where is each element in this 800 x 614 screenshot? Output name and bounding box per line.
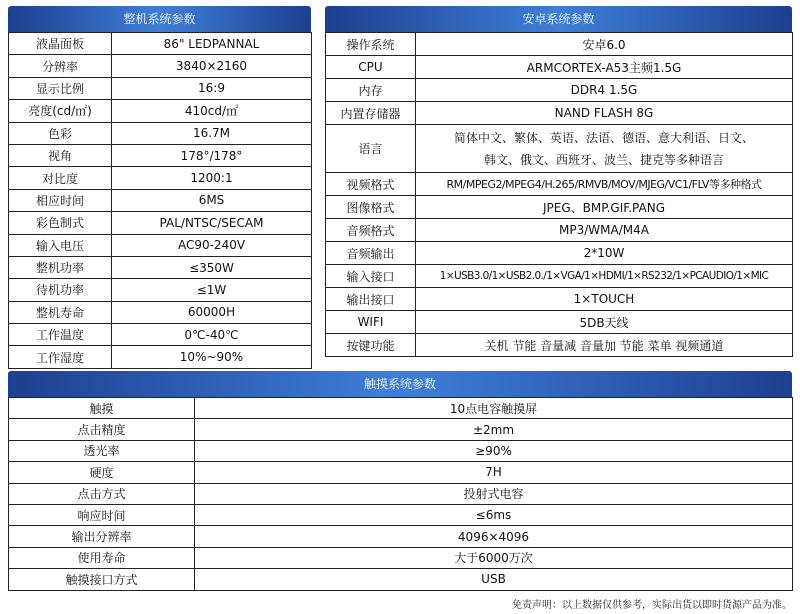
android-row <box>326 311 793 334</box>
android-param-value: 简体中文、繁体、英语、法语、德语、意大利语、日文、 韩文、俄文、西班牙、波兰、捷克等多种语言 <box>416 125 793 173</box>
touch-title: 触摸系统参数 <box>8 371 792 397</box>
whole-machine-row <box>9 301 312 323</box>
whole-machine-row <box>9 100 312 122</box>
whole-machine-param-name: 分辨率 <box>9 55 112 77</box>
whole-machine-row <box>9 77 312 99</box>
touch-panel <box>8 371 792 591</box>
disclaimer-note: 免责声明：以上数据仅供参考，实际出货以即时货源产品为准。 <box>512 600 792 611</box>
android-param-value: NAND FLASH 8G <box>416 102 793 125</box>
whole-machine-param-name: 显示比例 <box>9 77 112 99</box>
whole-machine-param-value: 1200:1 <box>112 167 312 189</box>
whole-machine-param-name: 工作湿度 <box>9 346 112 368</box>
whole-machine-row <box>9 144 312 166</box>
android-row <box>326 219 793 242</box>
whole-machine-param-value: 410cd/㎡ <box>112 100 312 122</box>
whole-machine-param-name: 色彩 <box>9 122 112 144</box>
touch-param-value: 7H <box>195 462 793 483</box>
whole-machine-param-value: 16.7M <box>112 122 312 144</box>
touch-param-name: 触摸 <box>9 398 195 419</box>
touch-param-name: 输出分辨率 <box>9 526 195 547</box>
android-row <box>326 56 793 79</box>
android-panel <box>325 6 792 357</box>
android-param-value: 1×TOUCH <box>416 288 793 311</box>
touch-param-value: ≥90% <box>195 440 793 461</box>
android-row <box>326 265 793 288</box>
android-param-name: WIFI <box>326 311 416 334</box>
touch-param-name: 透光率 <box>9 440 195 461</box>
whole-machine-row <box>9 189 312 211</box>
whole-machine-row <box>9 167 312 189</box>
whole-machine-param-name: 输入电压 <box>9 234 112 256</box>
android-param-name: 输入接口 <box>326 265 416 288</box>
whole-machine-row <box>9 212 312 234</box>
whole-machine-param-value: 16:9 <box>112 77 312 99</box>
touch-row <box>9 398 793 419</box>
whole-machine-param-value: ≤1W <box>112 279 312 301</box>
android-param-name: 音频输出 <box>326 242 416 265</box>
touch-param-value: ±2mm <box>195 419 793 440</box>
android-param-value: 1×USB3.0/1×USB2.0./1×VGA/1×HDMI/1×RS232/1×PCAUDIO/1×MIC <box>416 265 793 288</box>
whole-machine-param-name: 亮度(cd/㎡) <box>9 100 112 122</box>
android-param-name: 内存 <box>326 79 416 102</box>
android-param-value: ARMCORTEX-A53主频1.5G <box>416 56 793 79</box>
whole-machine-param-value: 60000H <box>112 301 312 323</box>
whole-machine-param-value: 178°/178° <box>112 144 312 166</box>
touch-param-name: 硬度 <box>9 462 195 483</box>
android-row <box>326 196 793 219</box>
whole-machine-panel <box>8 6 311 369</box>
android-param-name: 按键功能 <box>326 334 416 357</box>
android-param-name: CPU <box>326 56 416 79</box>
android-title: 安卓系统参数 <box>325 6 792 32</box>
touch-param-name: 点击精度 <box>9 419 195 440</box>
touch-param-name: 响应时间 <box>9 504 195 525</box>
android-param-value: 关机 节能 音量减 音量加 节能 菜单 视频通道 <box>416 334 793 357</box>
touch-param-name: 点击方式 <box>9 483 195 504</box>
touch-param-name: 使用寿命 <box>9 547 195 568</box>
whole-machine-param-name: 对比度 <box>9 167 112 189</box>
touch-row <box>9 419 793 440</box>
touch-param-value: 10点电容触摸屏 <box>195 398 793 419</box>
whole-machine-table <box>8 32 312 369</box>
touch-row <box>9 569 793 590</box>
android-param-value: 安卓6.0 <box>416 33 793 56</box>
whole-machine-param-name: 液晶面板 <box>9 33 112 55</box>
touch-row <box>9 526 793 547</box>
whole-machine-title: 整机系统参数 <box>8 6 311 32</box>
whole-machine-param-value: PAL/NTSC/SECAM <box>112 212 312 234</box>
whole-machine-param-name: 相应时间 <box>9 189 112 211</box>
whole-machine-param-name: 视角 <box>9 144 112 166</box>
android-param-name: 视频格式 <box>326 173 416 196</box>
whole-machine-param-value: 0℃-40℃ <box>112 324 312 346</box>
android-param-value: DDR4 1.5G <box>416 79 793 102</box>
touch-param-value: 大于6000万次 <box>195 547 793 568</box>
touch-row <box>9 504 793 525</box>
android-table <box>325 32 793 357</box>
android-param-value: JPEG、BMP.GIF.PANG <box>416 196 793 219</box>
touch-row <box>9 547 793 568</box>
android-row <box>326 102 793 125</box>
whole-machine-row <box>9 234 312 256</box>
android-param-value: 2*10W <box>416 242 793 265</box>
android-row <box>326 242 793 265</box>
android-param-name: 语言 <box>326 125 416 173</box>
android-param-value: MP3/WMA/M4A <box>416 219 793 242</box>
whole-machine-param-name: 待机功率 <box>9 279 112 301</box>
android-row <box>326 334 793 357</box>
android-row <box>326 125 793 173</box>
android-param-name: 音频格式 <box>326 219 416 242</box>
android-param-value: RM/MPEG2/MPEG4/H.265/RMVB/MOV/MJEG/VC1/FLV等多种格式 <box>416 173 793 196</box>
touch-param-value: 4096×4096 <box>195 526 793 547</box>
whole-machine-param-value: AC90-240V <box>112 234 312 256</box>
whole-machine-param-value: 3840×2160 <box>112 55 312 77</box>
android-row <box>326 79 793 102</box>
whole-machine-row <box>9 33 312 55</box>
android-param-name: 内置存储器 <box>326 102 416 125</box>
whole-machine-param-name: 彩色制式 <box>9 212 112 234</box>
whole-machine-param-value: 6MS <box>112 189 312 211</box>
android-param-value: 5DB天线 <box>416 311 793 334</box>
whole-machine-row <box>9 324 312 346</box>
touch-row <box>9 483 793 504</box>
whole-machine-param-value: 10%~90% <box>112 346 312 368</box>
whole-machine-param-name: 整机寿命 <box>9 301 112 323</box>
whole-machine-param-name: 整机功率 <box>9 256 112 278</box>
whole-machine-param-value: ≤350W <box>112 256 312 278</box>
whole-machine-param-name: 工作温度 <box>9 324 112 346</box>
android-row <box>326 173 793 196</box>
touch-param-name: 触摸接口方式 <box>9 569 195 590</box>
touch-param-value: USB <box>195 569 793 590</box>
whole-machine-row <box>9 256 312 278</box>
android-param-name: 图像格式 <box>326 196 416 219</box>
touch-param-value: 投射式电容 <box>195 483 793 504</box>
touch-table <box>8 397 793 591</box>
android-param-name: 输出接口 <box>326 288 416 311</box>
whole-machine-row <box>9 122 312 144</box>
whole-machine-row <box>9 279 312 301</box>
whole-machine-row <box>9 55 312 77</box>
whole-machine-row <box>9 346 312 368</box>
whole-machine-param-value: 86" LEDPANNAL <box>112 33 312 55</box>
android-row <box>326 288 793 311</box>
touch-param-value: ≤6ms <box>195 504 793 525</box>
touch-row <box>9 462 793 483</box>
touch-row <box>9 440 793 461</box>
android-param-name: 操作系统 <box>326 33 416 56</box>
android-row <box>326 33 793 56</box>
